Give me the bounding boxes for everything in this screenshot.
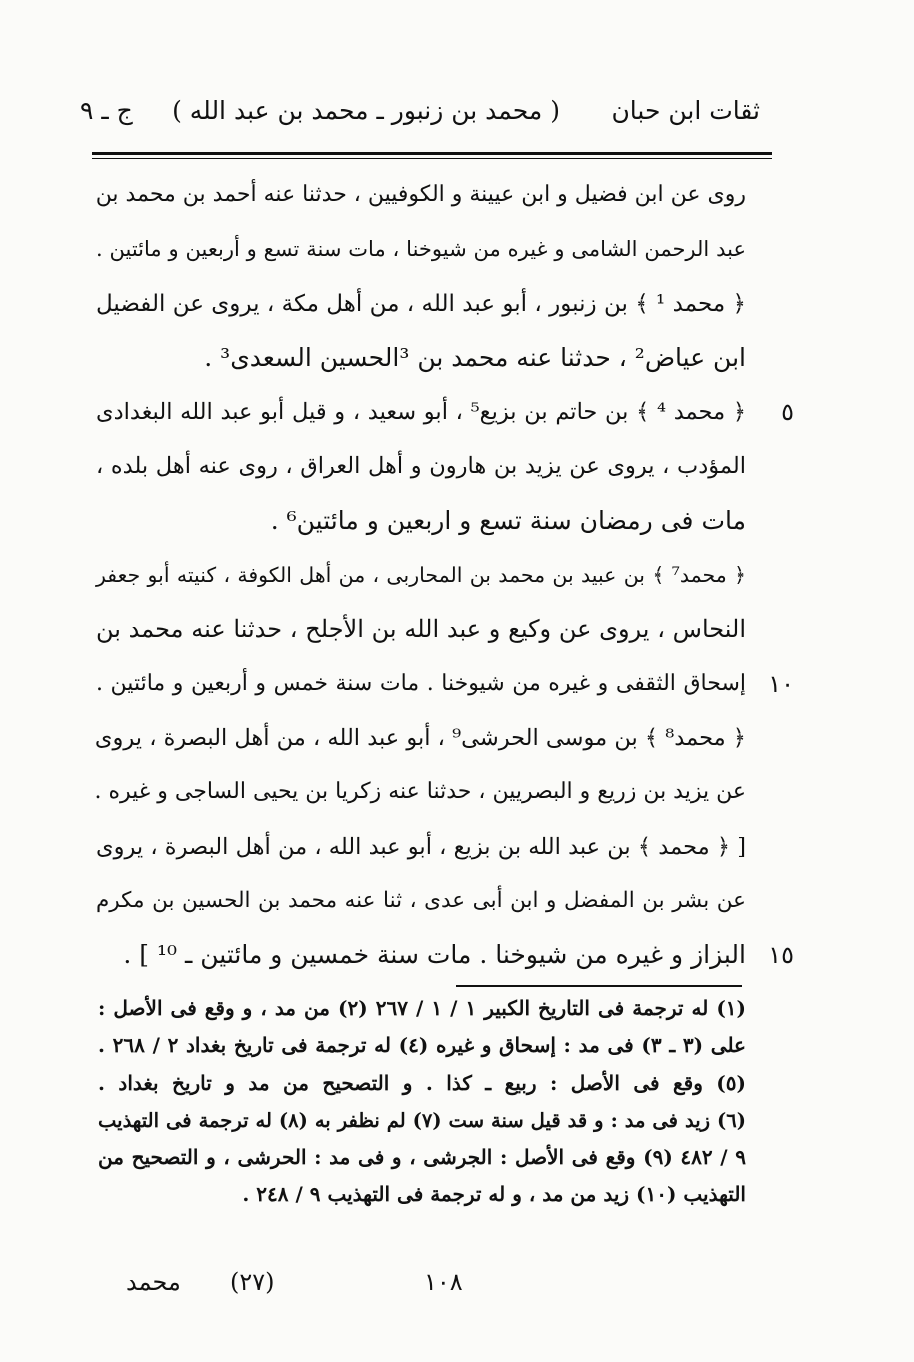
text-line	[96, 331, 746, 385]
catchword: محمد	[126, 1268, 181, 1296]
text-line	[96, 494, 746, 548]
running-header	[80, 96, 760, 136]
line-number: ١٥	[768, 941, 794, 970]
page-number: ١٠٨	[424, 1268, 463, 1296]
text-line	[96, 222, 746, 276]
line-text: إسحاق الثقفى و غيره من شيوخنا . مات سنة خمس و أربعين و مائتين .	[96, 670, 746, 696]
book-title: ثقات ابن حبان	[611, 96, 760, 125]
footnote-line: ٩ / ٤٨٢ (٩) وقع فى الأصل : الجرشى ، و فى مد : الحرشى ، و التصحيح من	[98, 1145, 746, 1170]
line-text: ﴿ محمد ¹ ﴾ بن زنبور ، أبو عبد الله ، من أهل مكة ، يروى عن الفضيل	[96, 290, 747, 317]
header-rule-thin	[92, 158, 772, 159]
footnote-line: (٥) وقع فى الأصل : ربيع ـ كذا . و التصحيح من مد و تاريخ بغداد .	[98, 1070, 746, 1095]
volume-number: ج ـ ٩	[80, 96, 133, 125]
line-text: ﴿ محمد⁸ ﴾ بن موسى الحرشى⁹ ، أبو عبد الله ، من أهل البصرة ، يروى	[94, 724, 746, 751]
line-text: ﴿ محمد⁷ ﴾ بن عبيد بن محمد بن المحاربى ، من أهل الكوفة ، كنيته أبو جعفر	[96, 563, 746, 588]
text-line	[96, 548, 746, 602]
sheet-number: (٢٧)	[230, 1268, 275, 1296]
entry-range: ( محمد بن زنبور ـ محمد بن عبد الله )	[172, 96, 560, 125]
footnote-line: على (٣ ـ ٣) فى مد : إسحاق و غيره (٤) له ترجمة فى تاريخ بغداد ٢ / ٢٦٨ .	[98, 1033, 746, 1058]
text-line	[96, 657, 794, 711]
header-rule-thick	[92, 152, 772, 155]
line-text: البزاز و غيره من شيوخنا . مات سنة خمسين و مائتين ـ ¹⁰ ] .	[123, 940, 746, 970]
line-text: [ ﴿ محمد ﴾ بن عبد الله بن بزيع ، أبو عبد الله ، من أهل البصرة ، يروى	[96, 833, 746, 860]
footnote-line: التهذيب (١٠) زيد من مد ، و له ترجمة فى التهذيب ٩ / ٢٤٨ .	[242, 1182, 746, 1207]
text-line	[96, 928, 794, 982]
line-number: ٥	[781, 398, 794, 427]
text-line	[96, 439, 746, 493]
footnote-separator	[456, 985, 742, 987]
line-text: روى عن ابن فضيل و ابن عيينة و الكوفيين ، حدثنا عنه أحمد بن محمد بن	[95, 182, 746, 207]
line-text: ابن عياض² ، حدثنا عنه محمد بن ³الحسين السعدى³ .	[204, 342, 746, 372]
text-line	[96, 385, 794, 439]
text-line	[96, 711, 746, 765]
line-text: عن بشر بن المفضل و ابن أبى عدى ، ثنا عنه محمد بن الحسين بن مكرم	[96, 887, 746, 913]
line-text: مات فى رمضان سنة تسع و اربعين و مائتين⁶ .	[270, 505, 746, 535]
text-line	[96, 765, 746, 819]
line-text: ﴿ محمد ⁴ ﴾ بن حاتم بن بزيع⁵ ، أبو سعيد ، و قيل أبو عبد الله البغدادى	[96, 399, 746, 426]
line-text: عن يزيد بن زريع و البصريين ، حدثنا عنه زكريا بن يحيى الساجى و غيره .	[94, 779, 746, 805]
line-number: ١٠	[768, 669, 794, 698]
line-text: النحاس ، يروى عن وكيع و عبد الله بن الأجلح ، حدثنا عنه محمد بن	[96, 615, 746, 644]
text-line	[96, 168, 746, 222]
line-text: المؤدب ، يروى عن يزيد بن هارون و أهل العراق ، روى عنه أهل بلده ،	[96, 453, 746, 480]
main-text	[94, 168, 794, 982]
line-text: عبد الرحمن الشامى و غيره من شيوخنا ، مات سنة تسع و أربعين و مائتين .	[96, 237, 746, 262]
footnote-line: (١) له ترجمة فى التاريخ الكبير ١ / ١ / ٢٦٧ (٢) من مد ، و وقع فى الأصل :	[98, 996, 747, 1020]
footnotes	[98, 990, 746, 1214]
footnote-line: (٦) زيد فى مد : و قد قيل سنة ست (٧) لم نظفر به (٨) له ترجمة فى التهذيب	[98, 1108, 746, 1132]
text-line	[96, 602, 746, 656]
text-line	[96, 277, 746, 331]
text-line	[96, 874, 746, 928]
text-line	[96, 820, 746, 874]
